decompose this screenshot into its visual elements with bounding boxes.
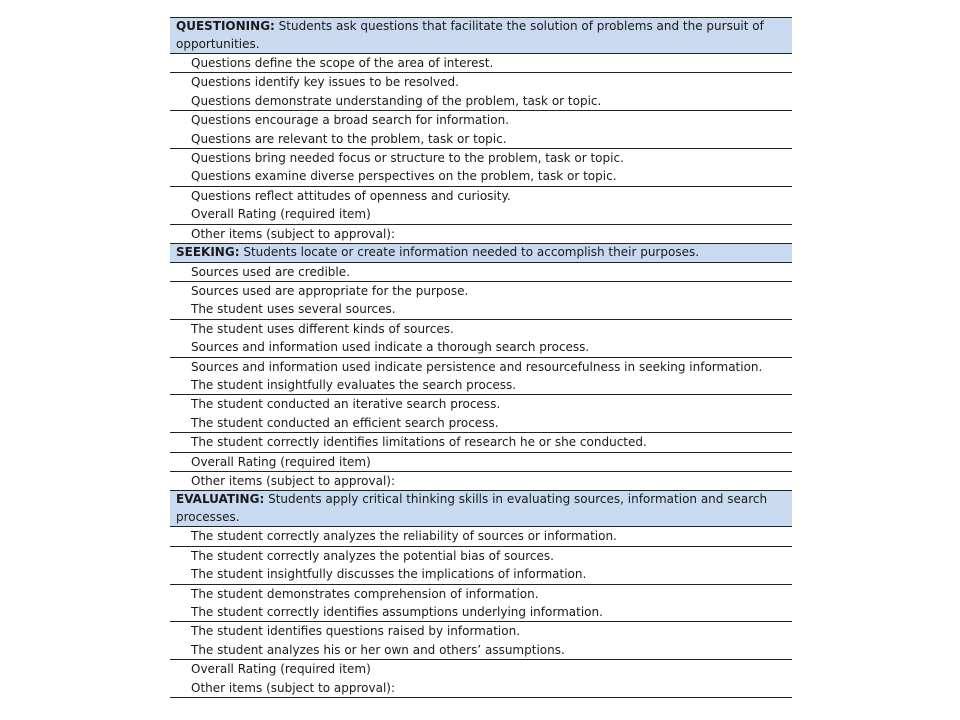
section-description: Students locate or create information needed to accomplish their purposes. xyxy=(243,245,700,260)
rubric-row-group xyxy=(170,263,792,282)
criterion-item: Questions demonstrate understanding of the problem, task or topic. xyxy=(191,93,602,108)
criterion-item: The student correctly identifies assumptions underlying information. xyxy=(191,605,603,620)
rubric-table xyxy=(170,17,792,698)
section-title: QUESTIONING: xyxy=(176,19,275,33)
rubric-row-group xyxy=(170,111,792,149)
criterion-item: Questions encourage a broad search for information. xyxy=(191,113,510,128)
criterion-item: Questions examine diverse perspectives on the problem, task or topic. xyxy=(191,169,617,184)
criterion-item: Questions identify key issues to be resolved. xyxy=(191,75,459,90)
criterion-item: Sources used are credible. xyxy=(191,264,350,279)
criterion-item: The student uses different kinds of sources. xyxy=(191,321,454,336)
rubric-row-group xyxy=(170,433,792,452)
rubric-row-group xyxy=(170,527,792,546)
criterion-item: Questions are relevant to the problem, task or topic. xyxy=(191,131,507,146)
section-header xyxy=(170,244,792,263)
rubric-row-group xyxy=(170,358,792,396)
criterion-item: Questions bring needed focus or structure to the problem, task or topic. xyxy=(191,151,624,166)
section-header xyxy=(170,491,792,527)
criterion-item: Overall Rating (required item) xyxy=(191,454,371,469)
rubric-row-group xyxy=(170,54,792,73)
criterion-item: The student insightfully evaluates the search process. xyxy=(191,378,517,392)
rubric-row-group xyxy=(170,320,792,358)
rubric-row-group xyxy=(170,660,792,698)
criterion-item: The student insightfully discusses the implications of information. xyxy=(191,567,587,582)
rubric-row-group xyxy=(170,547,792,585)
criterion-item: The student conducted an iterative search process. xyxy=(191,397,501,412)
rubric-row-group xyxy=(170,395,792,433)
rubric-row-group xyxy=(170,622,792,660)
criterion-item: The student demonstrates comprehension of information. xyxy=(191,586,539,601)
criterion-item: Sources and information used indicate persistence and resourcefulness in seeking information. xyxy=(191,359,763,374)
section-header xyxy=(170,18,792,54)
criterion-item: Overall Rating (required item) xyxy=(191,207,371,222)
criterion-item: Overall Rating (required item) xyxy=(191,662,371,677)
criterion-item: The student conducted an efficient search process. xyxy=(191,415,499,430)
rubric-row-group xyxy=(170,585,792,623)
rubric-row-group xyxy=(170,282,792,320)
criterion-item: Other items (subject to approval): xyxy=(191,680,396,695)
criterion-item: Questions reflect attitudes of openness and curiosity. xyxy=(191,188,511,203)
rubric-row-group xyxy=(170,225,792,244)
criterion-item: Sources used are appropriate for the purpose. xyxy=(191,283,469,298)
rubric-row-group xyxy=(170,453,792,472)
criterion-item: The student analyzes his or her own and others’ assumptions. xyxy=(191,642,565,657)
criterion-item: The student uses several sources. xyxy=(191,302,396,317)
section-description: Students ask questions that facilitate the solution of problems and the pursuit of opportunities. xyxy=(176,19,764,51)
criterion-item: Other items (subject to approval): xyxy=(191,474,396,489)
rubric-row-group xyxy=(170,187,792,225)
criterion-item: Sources and information used indicate a thorough search process. xyxy=(191,340,590,355)
criterion-item: The student identifies questions raised by information. xyxy=(191,624,521,639)
rubric-row-group xyxy=(170,73,792,111)
criterion-item: The student correctly analyzes the reliability of sources or information. xyxy=(191,529,617,544)
section-title: EVALUATING: xyxy=(176,492,265,507)
criterion-item: The student correctly identifies limitations of research he or she conducted. xyxy=(191,435,647,450)
criterion-item: Other items (subject to approval): xyxy=(191,226,396,241)
criterion-item: The student correctly analyzes the potential bias of sources. xyxy=(191,548,554,563)
criterion-item: Questions define the scope of the area of interest. xyxy=(191,56,494,70)
rubric-row-group xyxy=(170,149,792,187)
section-title: SEEKING: xyxy=(176,245,240,260)
rubric-row-group xyxy=(170,472,792,491)
section-description: Students apply critical thinking skills in evaluating sources, information and search processes. xyxy=(176,492,768,524)
